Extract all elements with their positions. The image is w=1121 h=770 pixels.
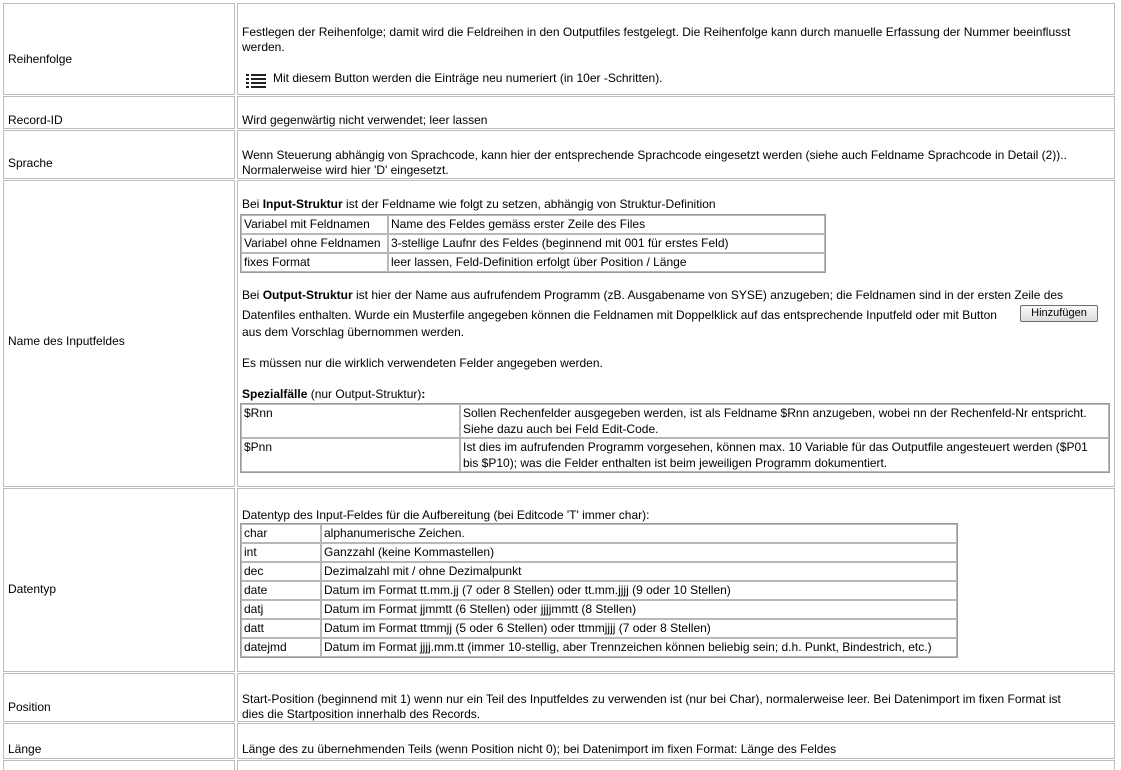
row-name-des-inputfeldes <box>0 180 1121 487</box>
table-cell: leer lassen, Feld-Definition erfolgt über Position / Länge <box>388 253 825 272</box>
hinzufuegen-button[interactable]: Hinzufügen <box>1020 305 1098 322</box>
next-content-cell <box>237 760 1115 770</box>
label-cell <box>3 673 235 722</box>
row-laenge <box>0 723 1121 763</box>
table-row <box>241 404 1109 438</box>
label-datentyp: Datentyp <box>8 582 57 596</box>
table-row <box>241 619 957 638</box>
table-cell: Sollen Rechenfelder ausgegeben werden, ist als Feldname $Rnn anzugeben, wobei nn der Rechenfeld-Nr entspricht. Siehe dazu auch bei Feld Edit-Code. <box>460 404 1109 438</box>
table-cell: Datum im Format ttmmjj (5 oder 6 Stellen) oder ttmmjjjj (7 oder 8 Stellen) <box>321 619 957 638</box>
table-cell: Ist dies im aufrufenden Programm vorgesehen, können max. 10 Variable für das Outputfile angesteuert werden ($P01 bis $P10); was die Felder enthalten ist beim jeweiligen Programm dokumentiert. <box>460 438 1109 472</box>
row-position <box>0 673 1121 722</box>
content-cell <box>237 3 1115 95</box>
label-laenge: Länge <box>8 742 42 756</box>
output-structure-line1: Bei Output-Struktur ist hier der Name aus aufrufendem Programm (zB. Ausgabename von SYSE) anzugeben; die Feldnamen sind in der ersten Zeile des <box>242 288 1064 302</box>
table-cell: int <box>241 543 321 562</box>
special-cases-table <box>240 403 1110 473</box>
table-cell: datj <box>241 600 321 619</box>
table-cell: Dezimalzahl mit / ohne Dezimalpunkt <box>321 562 957 581</box>
table-row <box>241 524 957 543</box>
used-fields-note: Es müssen nur die wirklich verwendeten Felder angegeben werden. <box>242 356 603 370</box>
label-cell <box>3 723 235 759</box>
label-reihenfolge: Reihenfolge <box>8 52 73 66</box>
table-row <box>241 562 957 581</box>
datatype-table <box>240 523 958 658</box>
table-row <box>241 638 957 657</box>
table-cell: alphanumerische Zeichen. <box>321 524 957 543</box>
content-cell <box>237 96 1115 129</box>
content-cell <box>237 488 1115 672</box>
description-text: Wenn Steuerung abhängig von Sprachcode, kann hier der entsprechende Sprachcode eingesetzt werden (siehe auch Feldname Sprachcode in Detail (2)).. Normalerweise wird hier 'D' eingesetzt. <box>242 148 1067 177</box>
content-cell <box>237 723 1115 759</box>
table-row <box>241 543 957 562</box>
table-row <box>241 438 1109 472</box>
table-cell: Datum im Format jjmmtt (6 Stellen) oder jjjjmmtt (8 Stellen) <box>321 600 957 619</box>
label-cell <box>3 3 235 95</box>
datatype-intro: Datentyp des Input-Feldes für die Aufbereitung (bei Editcode 'T' immer char): <box>242 508 650 522</box>
renumber-note: Mit diesem Button werden die Einträge neu numeriert (in 10er -Schritten). <box>273 71 663 85</box>
input-structure-table <box>240 214 826 273</box>
output-structure-line2: Datenfiles enthalten. Wurde ein Musterfile angegeben können die Feldnamen mit Doppelklick auf das entsprechende Inputfeld oder mit Button <box>242 308 997 322</box>
label-cell <box>3 180 235 487</box>
label-cell <box>3 488 235 672</box>
description-text: Wird gegenwärtig nicht verwendet; leer lassen <box>242 113 488 127</box>
table-cell: Ganzzahl (keine Kommastellen) <box>321 543 957 562</box>
table-cell: date <box>241 581 321 600</box>
row-record-id <box>0 96 1121 129</box>
description-text: Festlegen der Reihenfolge; damit wird die Feldreihen in den Outputfiles festgelegt. Die Reihenfolge kann durch manuelle Erfassung der Nummer beeinflusst werden. <box>242 25 1071 54</box>
table-cell: Variabel mit Feldnamen <box>241 215 388 234</box>
table-cell: Name des Feldes gemäss erster Zeile des Files <box>388 215 825 234</box>
label-cell <box>3 96 235 129</box>
input-structure-intro: Bei Input-Struktur ist der Feldname wie folgt zu setzen, abhängig von Struktur-Definition <box>242 197 716 211</box>
content-cell <box>237 673 1115 722</box>
content-cell <box>237 180 1115 487</box>
table-row <box>241 253 825 272</box>
label-sprache: Sprache <box>8 156 53 170</box>
content-cell <box>237 130 1115 179</box>
row-sprache <box>0 130 1121 179</box>
label-cell <box>3 130 235 179</box>
output-structure-line3: aus dem Vorschlag übernommen werden. <box>242 325 465 339</box>
table-row <box>241 600 957 619</box>
table-cell: $Rnn <box>241 404 460 438</box>
position-line2: dies die Startposition innerhalb des Records. <box>242 707 481 721</box>
table-row <box>241 215 825 234</box>
label-position: Position <box>8 700 51 714</box>
table-cell: char <box>241 524 321 543</box>
table-cell: datejmd <box>241 638 321 657</box>
row-reihenfolge <box>0 3 1121 95</box>
table-cell: $Pnn <box>241 438 460 472</box>
table-cell: fixes Format <box>241 253 388 272</box>
label-name-des-inputfeldes: Name des Inputfeldes <box>8 334 125 348</box>
table-cell: Datum im Format jjjj.mm.tt (immer 10-stellig, aber Trennzeichen können beliebig sein; d.h. Punkt, Bindestrich, etc.) <box>321 638 957 657</box>
table-row <box>241 234 825 253</box>
table-cell: 3-stellige Laufnr des Feldes (beginnend mit 001 für erstes Feld) <box>388 234 825 253</box>
table-cell: dec <box>241 562 321 581</box>
row-datentyp <box>0 488 1121 672</box>
position-line1: Start-Position (beginnend mit 1) wenn nur ein Teil des Inputfeldes zu verwenden ist (nur bei Char), normalerweise leer. Bei Datenimport im fixen Format ist <box>242 692 1061 706</box>
next-label-cell <box>3 760 235 770</box>
label-record-id: Record-ID <box>8 113 63 127</box>
table-row <box>241 581 957 600</box>
special-cases-heading: Spezialfälle (nur Output-Struktur): <box>242 387 426 401</box>
table-cell: datt <box>241 619 321 638</box>
table-cell: Variabel ohne Feldnamen <box>241 234 388 253</box>
description-text: Länge des zu übernehmenden Teils (wenn Position nicht 0); bei Datenimport im fixen Format: Länge des Feldes <box>242 742 837 756</box>
table-cell: Datum im Format tt.mm.jj (7 oder 8 Stellen) oder tt.mm.jjjj (9 oder 10 Stellen) <box>321 581 957 600</box>
renumber-list-icon[interactable] <box>246 73 266 89</box>
